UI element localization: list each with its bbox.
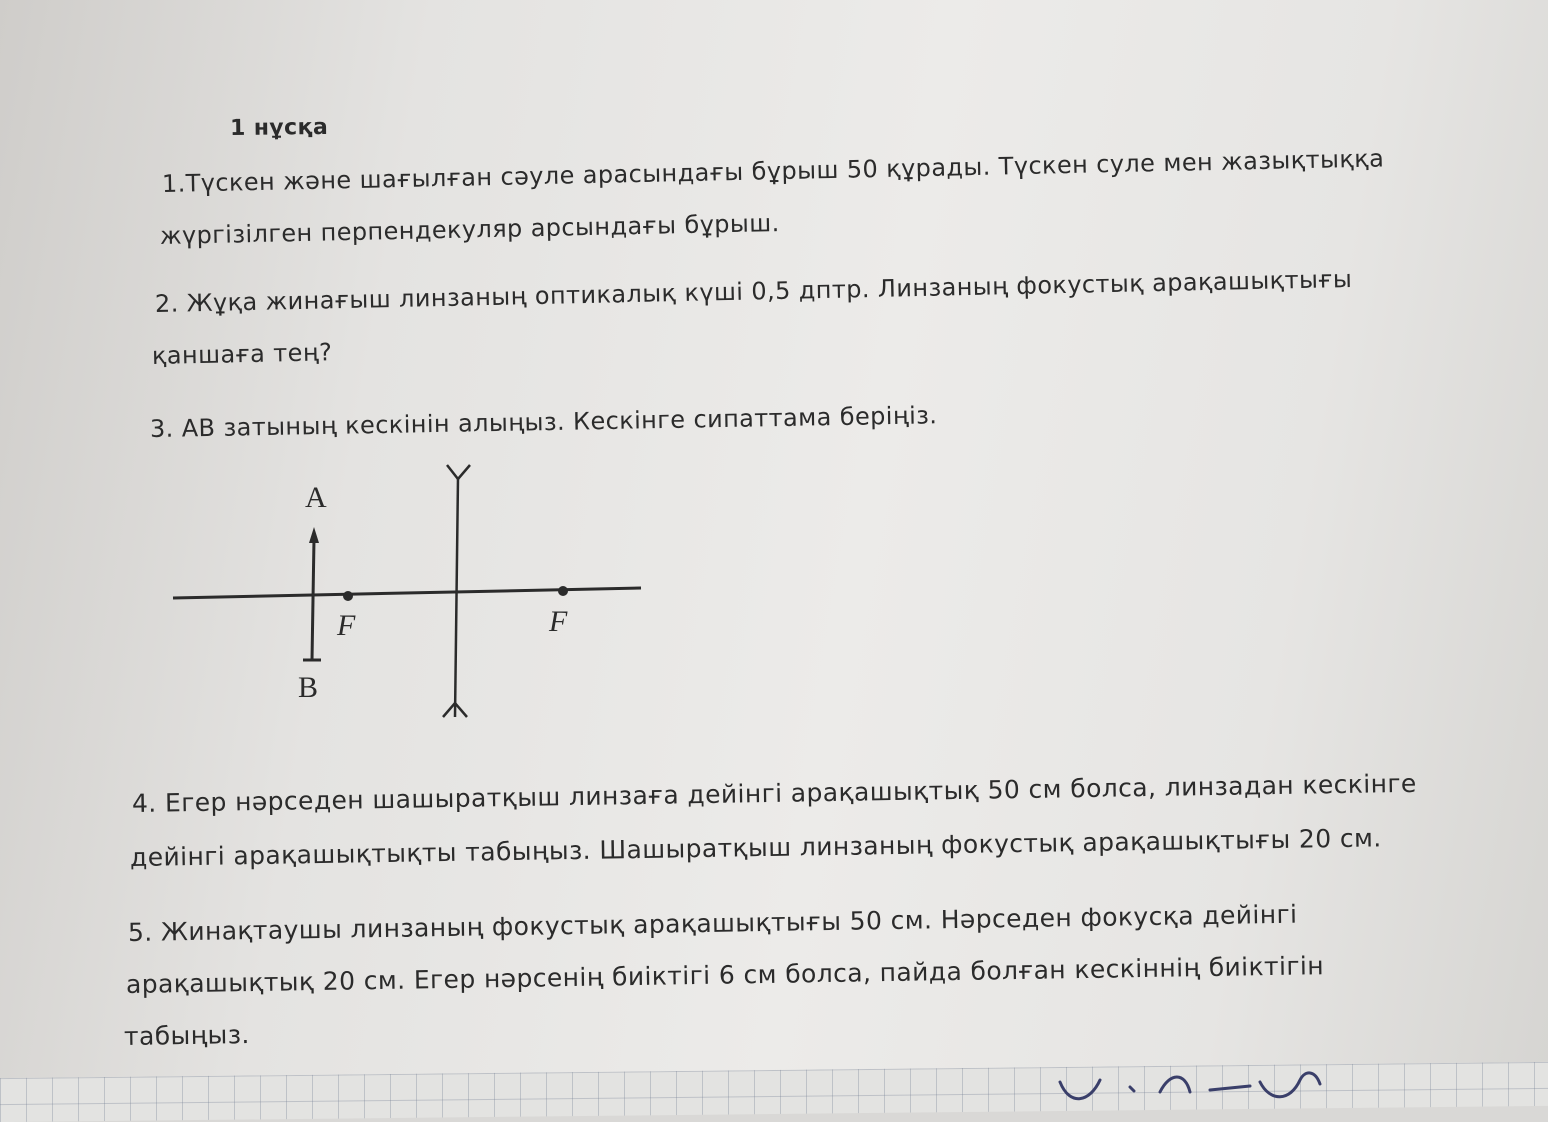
question-5-line-2: арақашықтық 20 см. Егер нәрсенің биіктігі 6 см болса, пайда болған кескіннің биіктігін bbox=[125, 951, 1325, 999]
question-5-line-3: табыңыз. bbox=[123, 1020, 250, 1051]
object-ab bbox=[312, 539, 314, 660]
object-arrowhead-a bbox=[309, 527, 319, 543]
label-a: A bbox=[305, 481, 327, 514]
lens-top-arrow bbox=[447, 465, 470, 479]
label-b: B bbox=[298, 671, 319, 704]
question-1-line-2: жүргізілген перпендекуляр арсындағы бұрыш. bbox=[159, 209, 780, 250]
question-5-line-1: 5. Жинақтаушы линзаның фокустық арақашықтығы 50 см. Нәрседен фокусқа дейінгі bbox=[127, 899, 1298, 947]
handwriting-scribble bbox=[960, 1062, 1380, 1112]
question-4-line-2: дейінгі арақашықтықты табыңыз. Шашыратқыш линзаның фокустық арақашықтығы 20 см. bbox=[129, 823, 1382, 872]
question-3-line-1: 3. АВ затының кескінін алыңыз. Кескінге сипаттама беріңіз. bbox=[149, 401, 938, 443]
question-1-line-1: 1.Түскен және шағылған сәуле арасындағы бұрыш 50 құрады. Түскен суле мен жазықтыққа bbox=[161, 144, 1385, 198]
question-2-line-1: 2. Жұқа жинағыш линзаның оптикалық күші 0,5 дптр. Линзаның фокустық арақашықтығы bbox=[154, 264, 1353, 318]
lens-diagram bbox=[165, 455, 645, 735]
focus-point-left bbox=[343, 591, 353, 601]
focus-point-right bbox=[558, 586, 568, 596]
variant-title: 1 нұсқа bbox=[229, 114, 329, 141]
question-2-line-2: қаншаға тең? bbox=[151, 338, 333, 370]
label-focus-left: F bbox=[337, 609, 356, 642]
optical-axis bbox=[173, 588, 641, 598]
label-focus-right: F bbox=[549, 605, 568, 638]
question-4-line-1: 4. Егер нәрседен шашыратқыш линзаға дейінгі арақашықтық 50 см болса, линзадан кескінге bbox=[131, 768, 1417, 818]
diverging-lens bbox=[455, 477, 458, 717]
